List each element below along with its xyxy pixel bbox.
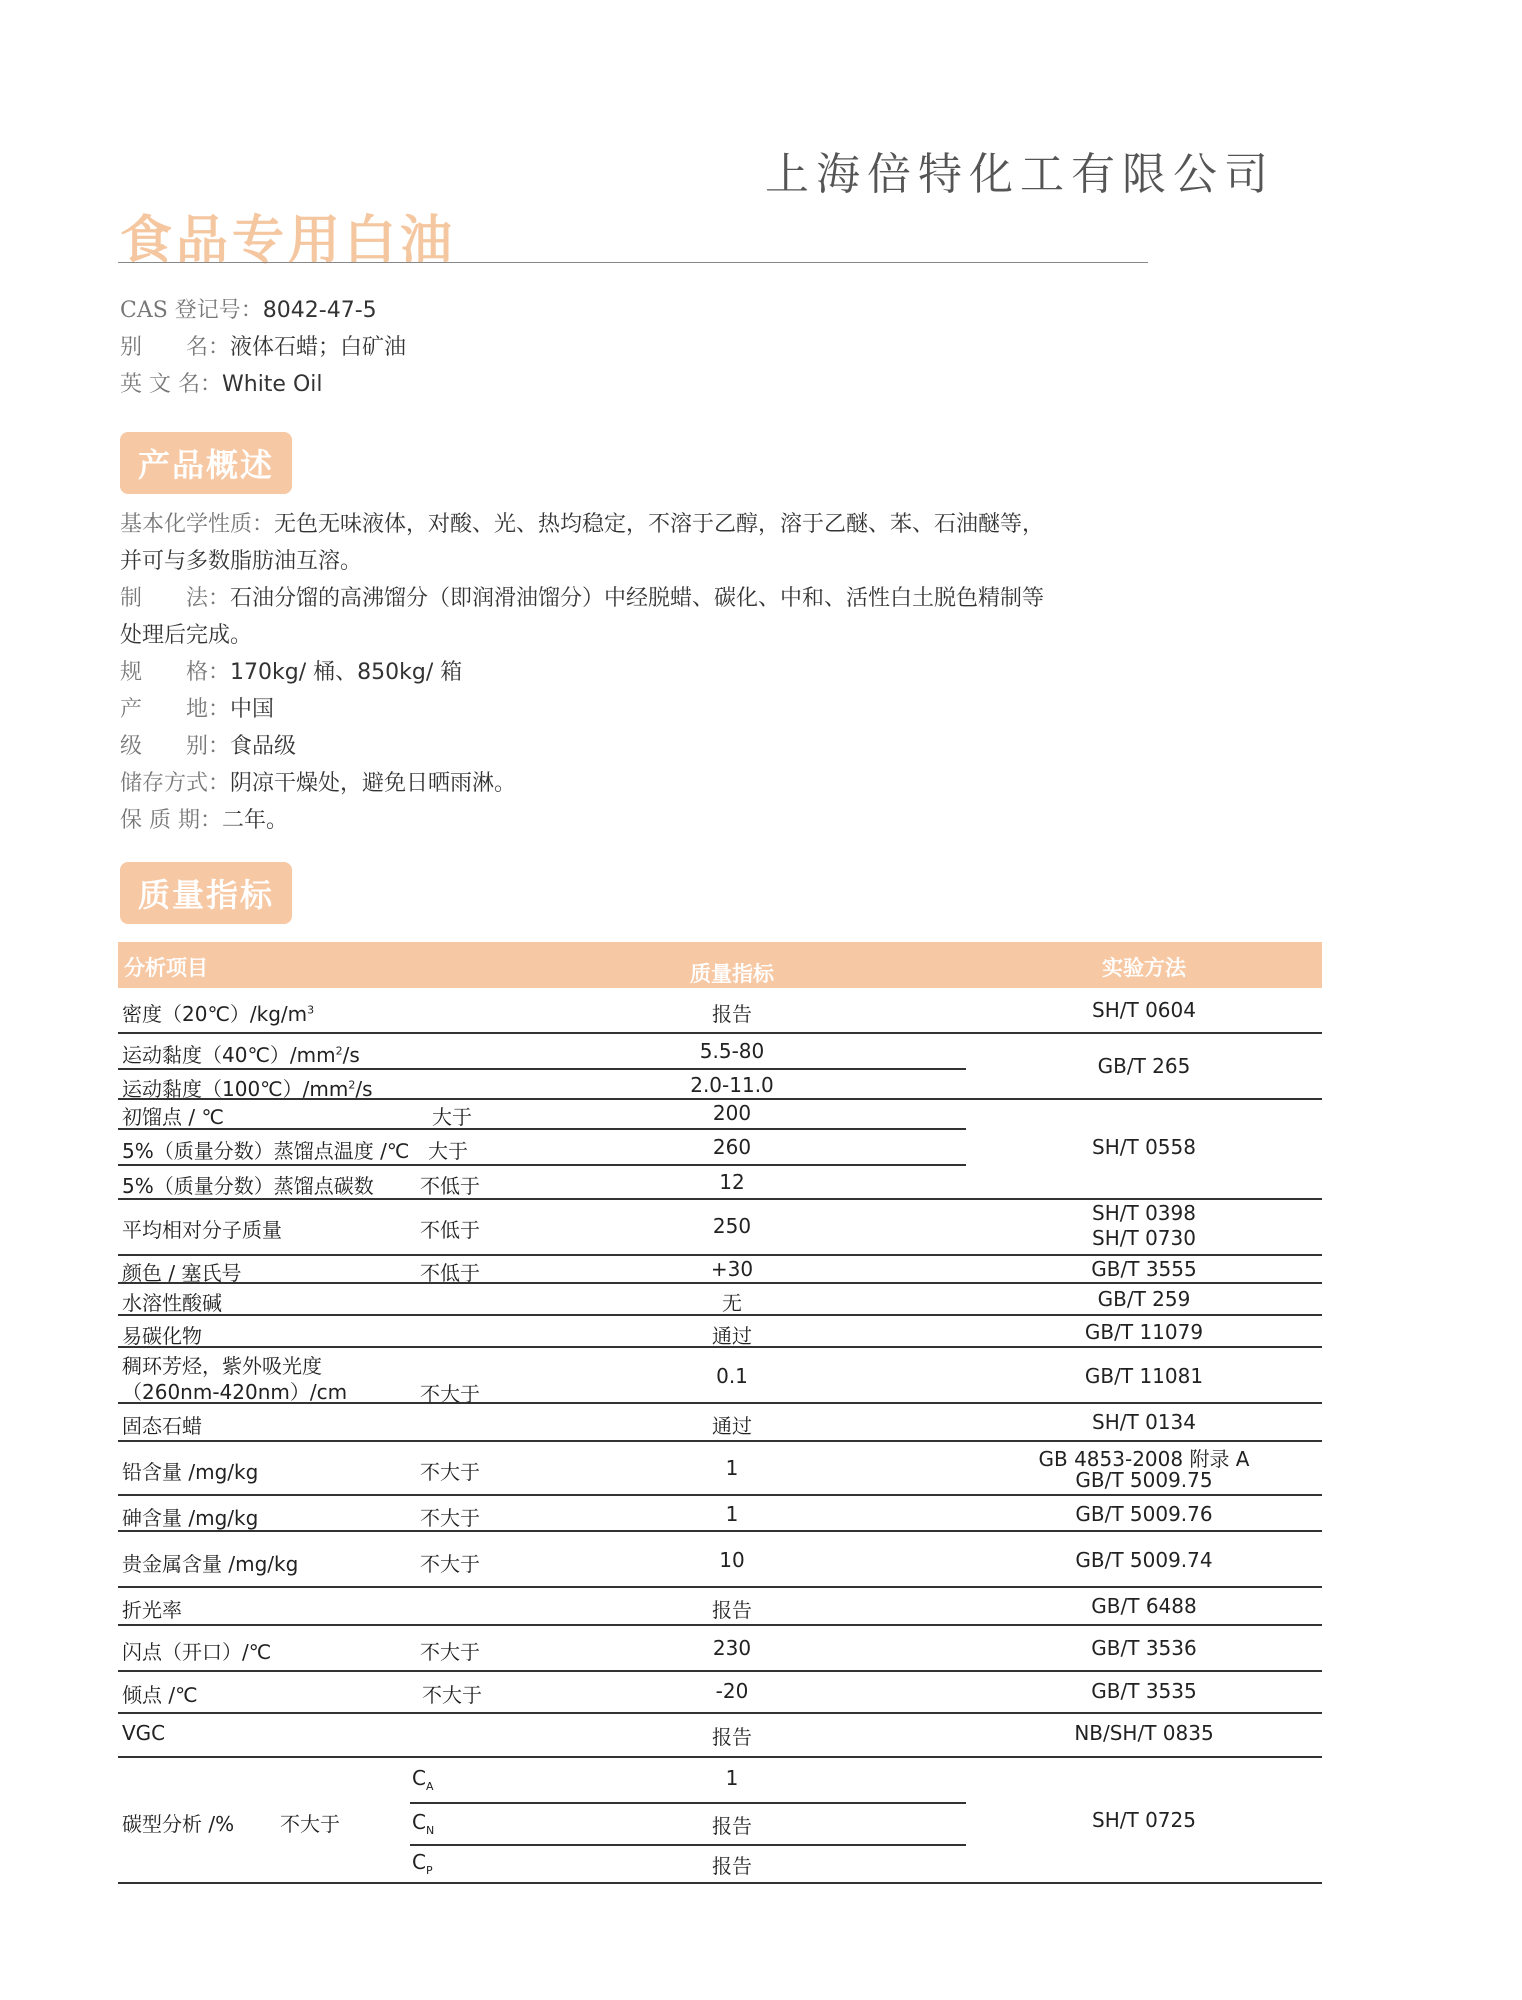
row-divider [118,1756,1322,1758]
row-condition: 不大于 [420,1460,480,1484]
overview-item-value: 中国 [230,697,275,722]
row-divider [118,1068,966,1070]
alias-label: 别 名： [120,335,231,360]
overview-item-value: 阴凉干燥处，避免日晒雨淋。 [230,771,517,796]
carbon-symbol: C [412,1810,426,1834]
carbon-sub-label [412,1810,434,1837]
english-name-value: White Oil [222,372,323,397]
row-value: 250 [712,1214,752,1238]
row-condition: 大于 [432,1105,472,1129]
row-divider [118,1164,966,1166]
row-item: 5%（质量分数）蒸馏点温度 /℃ [122,1139,410,1163]
row-item: 易碳化物 [122,1324,202,1348]
title-divider [118,262,1148,263]
carbon-sub-label [412,1850,433,1877]
overview-item [120,765,1150,802]
row-item: VGC [122,1721,166,1745]
row-divider [118,1254,1322,1256]
row-condition: 不大于 [420,1552,480,1576]
cas-label: CAS 登记号： [120,298,263,323]
row-item-sup: 2 [335,1044,343,1058]
row-item [122,1073,373,1102]
company-name: 上海倍特化工有限公司 [765,149,1275,200]
row-divider [118,1128,966,1130]
row-divider [118,1032,1322,1034]
row-item: 初馏点 / ℃ [122,1105,224,1129]
overview-heading: 产品概述 [120,432,292,494]
overview-list [120,506,1150,839]
row-item: 倾点 /℃ [122,1683,198,1707]
row-item: 铅含量 /mg/kg [122,1460,259,1484]
carbon-sub-value: 1 [725,1766,739,1790]
row-method: GB/T 5009.74 [1075,1548,1213,1572]
row-divider [410,1844,966,1846]
row-value: 报告 [712,1002,752,1026]
row-item: 固态石蜡 [122,1414,202,1438]
overview-item [120,506,1150,543]
row-value: 通过 [712,1414,752,1438]
overview-item-label: 规 格： [120,660,231,685]
row-value: 报告 [712,1598,752,1622]
row-method-secondary: GB/T 5009.75 [1075,1468,1213,1492]
cas-line [120,293,377,324]
row-method: SH/T 0558 [1092,1135,1196,1159]
overview-item-value: 石油分馏的高沸馏分（即润滑油馏分）中经脱蜡、碳化、中和、活性白土脱色精制等 [230,586,1045,611]
overview-item-value: 170kg/ 桶、850kg/ 箱 [230,660,463,685]
row-value: 1 [725,1502,739,1526]
table-header [118,942,1322,988]
row-method: GB 4853-2008 附录 A [1038,1447,1250,1471]
row-item-line2: （260nm-420nm）/cm [122,1380,348,1404]
row-item: 闪点（开口）/℃ [122,1640,272,1664]
row-item-tail: /s [355,1077,373,1101]
row-item-sup: 2 [348,1078,356,1092]
row-divider [410,1802,966,1804]
row-value: +30 [710,1257,754,1281]
row-item: 颜色 / 塞氏号 [122,1261,242,1285]
row-divider [118,1314,1322,1316]
overview-item-value: 二年。 [222,808,289,833]
row-value: 通过 [712,1324,752,1348]
row-item-sup: 3 [307,1003,315,1017]
col-header-spec: 质量指标 [690,962,774,986]
carbon-subscript: N [425,1824,435,1837]
row-method: SH/T 0604 [1092,998,1196,1022]
overview-item [120,728,1150,765]
row-item: 砷含量 /mg/kg [122,1506,259,1530]
carbon-method: SH/T 0725 [1092,1808,1196,1832]
overview-item [120,802,1150,839]
row-value: 5.5-80 [699,1039,765,1063]
page-title: 食品专用白油 [120,211,457,271]
row-value: 0.1 [716,1364,748,1388]
row-method: GB/T 3555 [1091,1257,1197,1281]
row-value: 12 [719,1170,745,1194]
row-method: GB/T 11081 [1084,1364,1204,1388]
row-item: 稠环芳烃，紫外吸光度 [122,1354,322,1378]
carbon-condition: 不大于 [280,1812,340,1836]
row-value: -20 [715,1679,749,1703]
col-header-item: 分析项目 [124,956,208,980]
row-item [122,998,314,1027]
row-method: NB/SH/T 0835 [1074,1721,1214,1745]
row-method: GB/T 3535 [1091,1679,1197,1703]
row-divider [118,1530,1322,1532]
row-value: 报告 [712,1725,752,1749]
row-item-text: 运动黏度（100℃）/mm [122,1077,349,1101]
row-value: 260 [712,1135,752,1159]
carbon-symbol: C [412,1850,426,1874]
overview-item-label: 产 地： [120,697,231,722]
row-value: 无 [722,1291,742,1315]
row-method: GB/T 6488 [1091,1594,1197,1618]
row-value: 2.0-11.0 [690,1073,774,1097]
row-divider [118,1494,1322,1496]
row-method: GB/T 11079 [1084,1320,1204,1344]
row-condition: 不大于 [422,1683,482,1707]
quality-heading: 质量指标 [120,862,292,924]
overview-item [120,691,1150,728]
row-divider [118,1586,1322,1588]
row-item: 平均相对分子质量 [122,1218,282,1242]
english-name-label: 英 文 名： [120,372,222,397]
carbon-item: 碳型分析 /% [122,1812,235,1836]
carbon-symbol: C [412,1766,426,1790]
english-name-line [120,367,323,398]
row-value: 1 [725,1456,739,1480]
overview-item [120,580,1150,617]
row-divider [118,1440,1322,1442]
row-item-text: 密度（20℃）/kg/m [122,1002,308,1026]
row-item: 5%（质量分数）蒸馏点碳数 [122,1174,374,1198]
col-header-method: 实验方法 [1102,956,1186,980]
overview-item-cont: 处理后完成。 [120,623,253,648]
row-item-tail: /s [342,1043,360,1067]
row-item: 贵金属含量 /mg/kg [122,1552,299,1576]
row-condition: 不大于 [420,1640,480,1664]
row-condition: 不大于 [420,1506,480,1530]
row-item [122,1039,360,1068]
overview-item-cont: 并可与多数脂肪油互溶。 [120,549,363,574]
row-value: 200 [712,1101,752,1125]
row-divider [118,1670,1322,1672]
row-condition: 不低于 [420,1174,480,1198]
overview-item-label: 保 质 期： [120,808,222,833]
row-method: GB/T 265 [1097,1054,1191,1078]
row-method: SH/T 0134 [1092,1410,1196,1434]
row-method-secondary: SH/T 0730 [1092,1226,1196,1250]
row-method: GB/T 3536 [1091,1636,1197,1660]
alias-value: 液体石蜡；白矿油 [230,335,407,360]
row-item: 折光率 [122,1598,182,1622]
cas-value: 8042-47-5 [262,298,377,323]
overview-item-label: 基本化学性质： [120,512,275,537]
carbon-sub-label [412,1766,434,1793]
row-value: 230 [712,1636,752,1660]
row-divider [118,1712,1322,1714]
row-value: 10 [719,1548,745,1572]
overview-item-label: 制 法： [120,586,231,611]
row-condition: 大于 [428,1139,468,1163]
row-item-text: 运动黏度（40℃）/mm [122,1043,336,1067]
overview-item-value: 食品级 [230,734,297,759]
row-condition: 不低于 [420,1261,480,1285]
carbon-sub-value: 报告 [712,1854,752,1878]
row-divider [118,1882,1322,1884]
row-method: SH/T 0398 [1092,1201,1196,1225]
overview-item-value: 无色无味液体，对酸、光、热均稳定，不溶于乙醇，溶于乙醚、苯、石油醚等， [274,512,1045,537]
row-method: GB/T 259 [1097,1287,1191,1311]
carbon-subscript: P [425,1864,433,1877]
row-divider [118,1624,1322,1626]
overview-item [120,654,1150,691]
row-condition: 不低于 [420,1218,480,1242]
overview-item-label: 级 别： [120,734,231,759]
row-item: 水溶性酸碱 [122,1291,222,1315]
overview-item-label: 储存方式： [120,771,231,796]
carbon-sub-value: 报告 [712,1814,752,1838]
row-method: GB/T 5009.76 [1075,1502,1213,1526]
quality-table [118,942,1322,1884]
row-divider [118,1282,1322,1284]
carbon-subscript: A [425,1780,434,1793]
alias-line [120,330,406,361]
row-condition: 不大于 [420,1382,480,1406]
